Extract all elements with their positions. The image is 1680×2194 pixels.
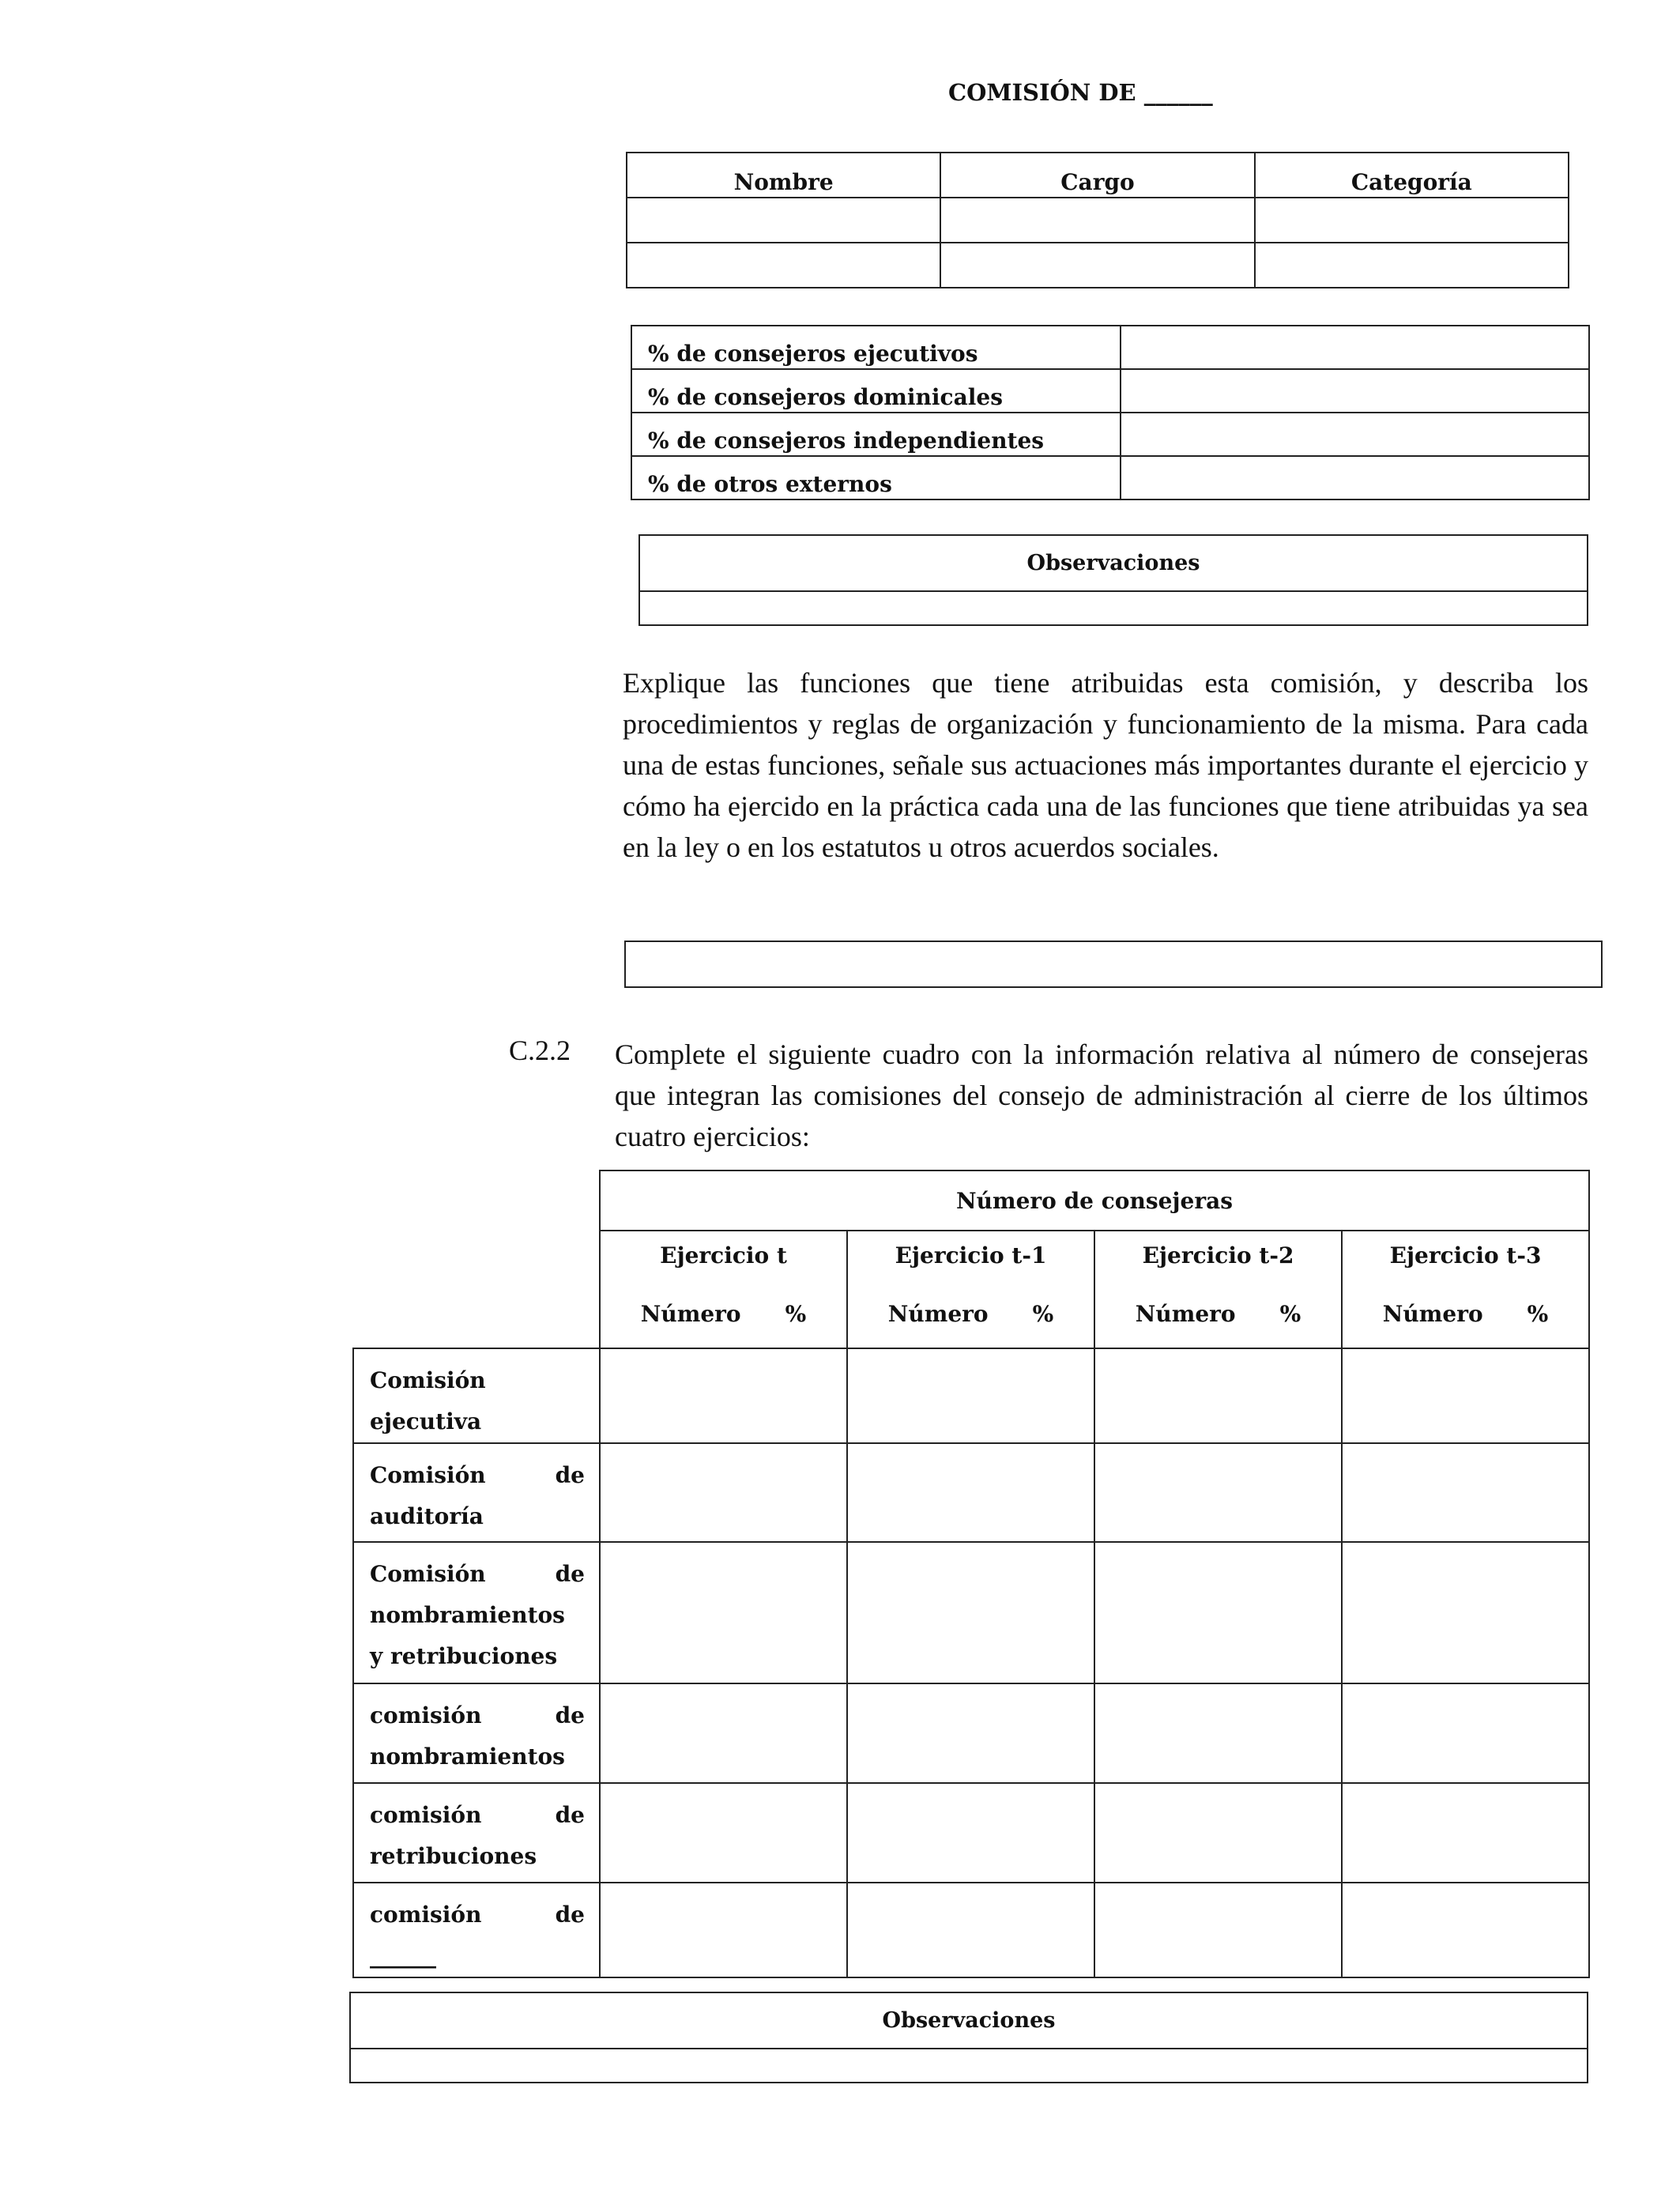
row-label-otra-comision: comisión de ______ (353, 1883, 600, 1977)
data-cell[interactable] (600, 1348, 847, 1443)
table-row (353, 1883, 1589, 1977)
year-label: Ejercicio t-2 (1142, 1242, 1294, 1269)
data-cell[interactable] (1342, 1443, 1589, 1542)
row-label-nombramientos-retribuciones: Comisión de nombramientos y retribuciones (353, 1542, 600, 1683)
members-row (627, 243, 1569, 288)
year-t-header (600, 1231, 847, 1348)
pct-otros-externos-value[interactable] (1121, 456, 1589, 499)
data-cell[interactable] (847, 1348, 1094, 1443)
observations-field[interactable] (639, 591, 1588, 625)
numero-label: Número (1382, 1301, 1483, 1327)
data-cell[interactable] (847, 1683, 1094, 1783)
data-cell[interactable] (1094, 1783, 1342, 1883)
pct-independientes-label: % de consejeros independientes (631, 413, 1121, 456)
row-label-auditoria: Comisión de auditoría (353, 1443, 600, 1542)
numero-label: Número (1135, 1301, 1236, 1327)
observations-field[interactable] (350, 2049, 1588, 2083)
data-cell[interactable] (600, 1683, 847, 1783)
section-number: C.2.2 (509, 1035, 571, 1066)
pct-independientes-value[interactable] (1121, 413, 1589, 456)
numero-label: Número (887, 1301, 989, 1327)
cargo-cell[interactable] (940, 198, 1254, 243)
data-cell[interactable] (1094, 1443, 1342, 1542)
year-t2-header (1094, 1231, 1342, 1348)
percent-label: % (1279, 1301, 1301, 1327)
data-cell[interactable] (847, 1783, 1094, 1883)
year-label: Ejercicio t-1 (895, 1242, 1047, 1269)
data-cell[interactable] (1342, 1883, 1589, 1977)
pct-row (631, 413, 1589, 456)
categoria-cell[interactable] (1255, 198, 1569, 243)
table-row (353, 1542, 1589, 1683)
row-label-retribuciones: comisión de retribuciones (353, 1783, 600, 1883)
counts-title: Número de consejeras (600, 1171, 1589, 1231)
categoria-cell[interactable] (1255, 243, 1569, 288)
nombre-cell[interactable] (627, 198, 940, 243)
members-header-row (627, 153, 1569, 198)
counts-title-row (353, 1171, 1589, 1231)
table-row (353, 1443, 1589, 1542)
corner-blank (353, 1171, 600, 1348)
percent-label: % (785, 1301, 807, 1327)
data-cell[interactable] (600, 1542, 847, 1683)
observations-header: Observaciones (639, 535, 1588, 591)
table-row (353, 1348, 1589, 1443)
table-row (353, 1783, 1589, 1883)
data-cell[interactable] (1094, 1883, 1342, 1977)
header-nombre: Nombre (627, 153, 940, 198)
observations-table-2 (349, 1992, 1588, 2083)
members-table (626, 152, 1569, 288)
observations-table-1 (638, 534, 1588, 626)
data-cell[interactable] (1342, 1348, 1589, 1443)
members-row (627, 198, 1569, 243)
functions-answer-field[interactable] (624, 941, 1603, 988)
functions-instructions: Explique las funciones que tiene atribuidas esta comisión, y describa los procedimientos y reglas de organización y funcionamiento de la misma. Para cada una de estas funciones, señale sus actuaciones más importantes durante el ejercicio y cómo ha ejercido en la práctica cada una de las funciones que tiene atribuidas ya sea en la ley o en los estatutos u otros acuerdos sociales. (623, 667, 1588, 863)
numero-label: Número (640, 1301, 741, 1327)
pct-otros-externos-label: % de otros externos (631, 456, 1121, 499)
data-cell[interactable] (847, 1542, 1094, 1683)
year-label: Ejercicio t (660, 1242, 787, 1269)
section-instructions: Complete el siguiente cuadro con la información relativa al número de consejeras que integran las comisiones del consejo de administración al cierre de los últimos cuatro ejercicios: (615, 1039, 1588, 1152)
women-directors-table (352, 1170, 1590, 1978)
pct-ejecutivos-value[interactable] (1121, 326, 1589, 369)
data-cell[interactable] (1094, 1683, 1342, 1783)
nombre-cell[interactable] (627, 243, 940, 288)
header-categoria: Categoría (1255, 153, 1569, 198)
observations-header: Observaciones (350, 1992, 1588, 2049)
pct-dominicales-label: % de consejeros dominicales (631, 369, 1121, 413)
cargo-cell[interactable] (940, 243, 1254, 288)
row-label-ejecutiva: Comisión ejecutiva (353, 1348, 600, 1443)
pct-row (631, 456, 1589, 499)
year-t3-header (1342, 1231, 1589, 1348)
year-t1-header (847, 1231, 1094, 1348)
commission-title: COMISIÓN DE ______ (948, 79, 1213, 106)
data-cell[interactable] (1342, 1683, 1589, 1783)
table-row (353, 1683, 1589, 1783)
year-label: Ejercicio t-3 (1389, 1242, 1542, 1269)
percentage-table (631, 325, 1590, 500)
data-cell[interactable] (1094, 1542, 1342, 1683)
data-cell[interactable] (600, 1443, 847, 1542)
pct-row (631, 326, 1589, 369)
pct-dominicales-value[interactable] (1121, 369, 1589, 413)
data-cell[interactable] (847, 1443, 1094, 1542)
percent-label: % (1527, 1301, 1549, 1327)
pct-ejecutivos-label: % de consejeros ejecutivos (631, 326, 1121, 369)
data-cell[interactable] (1342, 1542, 1589, 1683)
data-cell[interactable] (847, 1883, 1094, 1977)
data-cell[interactable] (1342, 1783, 1589, 1883)
data-cell[interactable] (600, 1783, 847, 1883)
data-cell[interactable] (1094, 1348, 1342, 1443)
pct-row (631, 369, 1589, 413)
percent-label: % (1032, 1301, 1054, 1327)
data-cell[interactable] (600, 1883, 847, 1977)
header-cargo: Cargo (940, 153, 1254, 198)
row-label-nombramientos: comisión de nombramientos (353, 1683, 600, 1783)
